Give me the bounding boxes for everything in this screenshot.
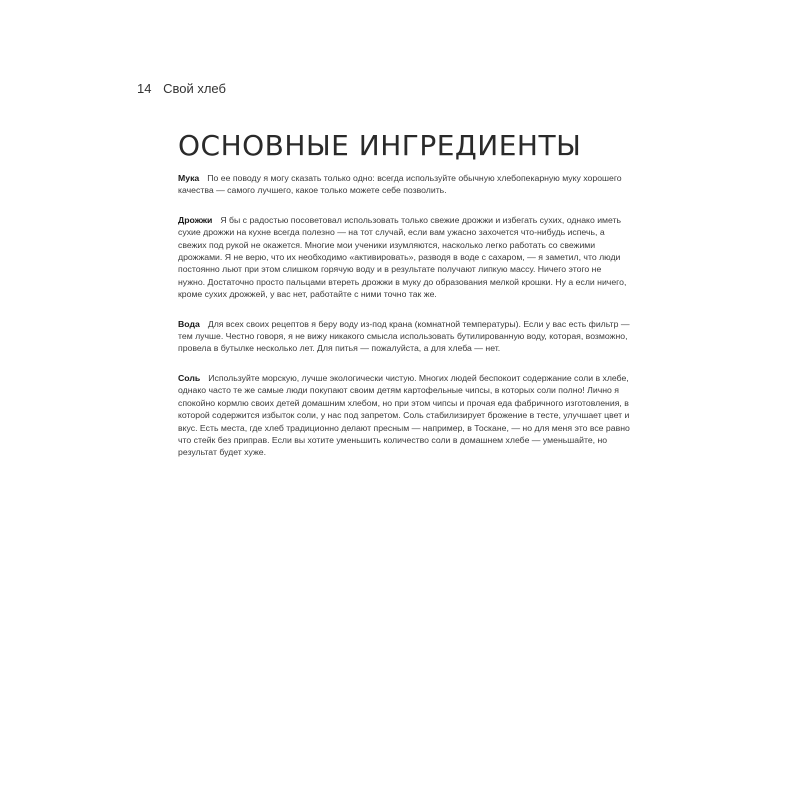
- term-salt: Соль: [178, 372, 201, 383]
- paragraph-water-text: Для всех своих рецептов я беру воду из-под крана (комнатной температуры). Если у вас есть фильтр — тем лучше. Честно говоря, я не вижу никакого смысла использовать бутилированную воду, которая, возможно, провела в бутылке несколько лет. Для питья — пожалуйста, а для хлеба — нет.: [178, 318, 630, 354]
- chapter-title: ОСНОВНЫЕ ИНГРЕДИЕНТЫ: [178, 129, 582, 162]
- term-flour: Мука: [178, 173, 200, 183]
- paragraph-flour: [178, 172, 630, 197]
- paragraph-yeast-text: Я бы с радостью посоветовал использовать только свежие дрожжи и избегать сухих, однако иметь сухие дрожжи на кухне всегда полезно — на тот случай, если вам ужасно захочется что-нибудь испечь, а свежих под рукой не окажется. Многие мои ученики изумляются, насколько легко работать со свежими дрожжами. Я не верю, что их необходимо «активировать», разводя в воде с сахаром, — я заметил, что люди постоянно льют при этом слишком горячую воду и в результате получают липкую массу. Ничего этого не нужно. Достаточно просто пальцами втереть дрожжи в муку до образования мелкой крошки. Ну а если ничего, кроме сухих дрожжей, у вас нет, работайте с ними точно так же.: [178, 214, 627, 300]
- paragraph-salt: [178, 372, 630, 459]
- paragraph-salt-text: Используйте морскую, лучше экологически чистую. Многих людей беспокоит содержание соли в хлебе, однако часто те же самые люди покупают своим детям картофельные чипсы, в которых соли полно! Лично я спокойно кормлю своих детей домашним хлебом, но при этом чипсы и прочая еда фабричного изготовления, в которой содержится избыток соли, у нас под запретом. Соль стабилизирует брожение в тесте, улучшает цвет и вкус. Есть места, где хлеб традиционно делают пресным — например, в Тоскане, — но для меня это все равно что стейк без приправ. Если вы хотите уменьшить количество соли в домашнем хлебе — уменьшайте, но результат будет хуже.: [178, 372, 630, 458]
- paragraph-flour-text: По ее поводу я могу сказать только одно: всегда используйте обычную хлебопекарную муку хорошего качества — самого лучшего, какое только можете себе позволить.: [178, 173, 622, 196]
- term-yeast: Дрожжи: [178, 214, 213, 225]
- body-text: [178, 172, 630, 476]
- page-number: 14: [137, 81, 152, 96]
- term-water: Вода: [178, 318, 200, 329]
- paragraph-yeast: [178, 214, 630, 301]
- running-header: [137, 81, 226, 96]
- paragraph-water: [178, 318, 630, 355]
- book-title: Свой хлеб: [163, 81, 226, 96]
